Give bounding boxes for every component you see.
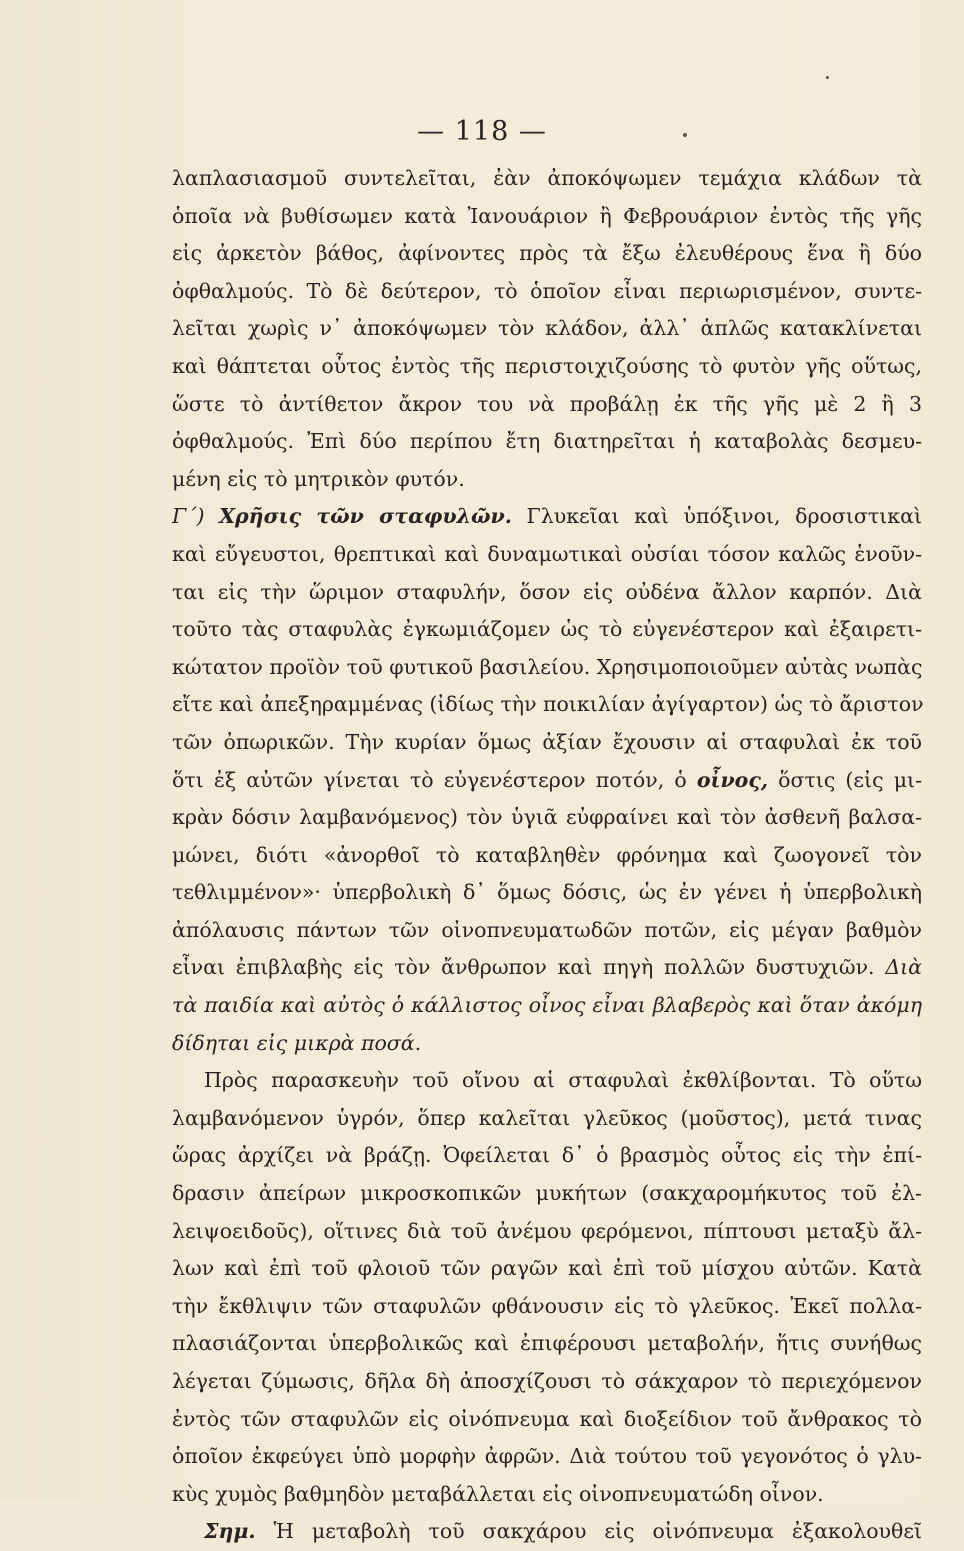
text-segment: Διὰ (885, 955, 922, 980)
text-line (172, 273, 922, 311)
text-line (172, 160, 922, 198)
text-segment: ὀφθαλμούς. Ἐπὶ δύο περίπου ἔτη διατηρεῖται ἡ καταβολὰς δεσμευ- (172, 429, 922, 454)
text-segment: μένη εἰς τὸ μητρικὸν φυτόν. (172, 466, 465, 491)
text-line (172, 1137, 922, 1175)
text-line (172, 987, 922, 1025)
text-line (172, 1100, 922, 1138)
page-number: — 118 — (417, 116, 547, 147)
text-segment: εἶναι ἐπιβλαβὴς εἰς τὸν ἄνθρωπον καὶ πηγὴ πολλῶν δυστυχιῶν. (172, 955, 886, 980)
text-line (172, 1513, 922, 1551)
text-segment: λειψοειδοῦς), οἵτινες διὰ τοῦ ἀνέμου φερόμενοι, πίπτουσι μεταξὺ ἄλ- (172, 1218, 922, 1243)
text-segment: τὴν ἔκθλιψιν τῶν σταφυλῶν φθάνουσιν εἰς τὸ γλεῦκος. Ἐκεῖ πολλα- (172, 1293, 922, 1318)
text-line (172, 235, 922, 273)
text-segment: ὁποῖα νὰ βυθίσωμεν κατὰ Ἰανουάριον ἢ Φεβρουάριον ἐντὸς τῆς γῆς (172, 203, 922, 228)
text-segment: εἰς ἀρκετὸν βάθος, ἀφίνοντες πρὸς τὰ ἔξω ἐλευθέρους ἕνα ἢ δύο (172, 241, 922, 266)
text-segment: καὶ θάπτεται οὗτος ἐντὸς τῆς περιστοιχιζούσης τὸ φυτὸν γῆς οὕτως, (172, 353, 922, 378)
text-line (172, 498, 922, 536)
text-segment: δρασιν ἀπείρων μικροσκοπικῶν μυκήτων (σακχαρομήκυτος τοῦ ἐλ- (172, 1181, 922, 1206)
text-segment: εἴτε καὶ ἀπεξηραμμένας (ἰδίως τὴν ποικιλίαν ἀγίγαρτον) ὡς τὸ ἄριστον (172, 692, 924, 717)
text-segment: ὥστε τὸ ἀντίθετον ἄκρον του νὰ προβάλῃ ἐκ τῆς γῆς μὲ 2 ἢ 3 (172, 391, 922, 416)
text-line (172, 461, 922, 499)
text-line (172, 874, 922, 912)
text-line (172, 1250, 922, 1288)
text-line (172, 686, 922, 724)
text-segment: ὁποῖον ἐκφεύγει ὑπὸ μορφὴν ἀφρῶν. Διὰ τούτου τοῦ γεγονότος ὁ γλυ- (172, 1444, 922, 1469)
text-segment: Γλυκεῖαι καὶ ὑπόξινοι, δροσιστικαὶ (511, 504, 922, 529)
text-line (172, 1438, 922, 1476)
text-segment: τῶν ὀπωρικῶν. Τὴν κυρίαν ὅμως ἀξίαν ἔχουσιν αἱ σταφυλαὶ ἐκ τοῦ (172, 729, 922, 754)
text-segment: λέγεται ζύμωσις, δῆλα δὴ ἀποσχίζουσι τὸ σάκχαρον τὸ περιεχόμενον (172, 1369, 922, 1393)
text-line (172, 423, 922, 461)
text-segment: Σημ. (204, 1519, 256, 1544)
text-segment: λων καὶ ἐπὶ τοῦ φλοιοῦ τῶν ραγῶν καὶ ἐπὶ τοῦ μίσχου αὐτῶν. Κατὰ (172, 1256, 922, 1281)
text-segment: μώνει, διότι «ἀνορθοῖ τὸ καταβληθὲν φρόνημα καὶ ζωογονεῖ τὸν (172, 842, 922, 867)
text-segment: κώτατον προϊὸν τοῦ φυτικοῦ βασιλείου. Χρησιμοποιοῦμεν αὐτὰς νωπὰς (172, 654, 923, 679)
text-segment: δίδηται εἰς μικρὰ ποσά. (172, 1030, 422, 1055)
text-line (172, 724, 922, 762)
text-line (172, 1288, 922, 1326)
body-text (172, 160, 922, 1551)
text-line (172, 762, 922, 800)
text-segment: Χρῆσις τῶν σταφυλῶν. (219, 504, 512, 529)
text-segment: Πρὸς παρασκευὴν τοῦ οἴνου αἱ σταφυλαὶ ἐκθλίβονται. Τὸ οὕτω (204, 1068, 922, 1093)
text-line (172, 949, 922, 987)
text-segment: τὰ παιδία καὶ αὐτὸς ὁ κάλλιστος οἶνος εἶναι βλαβερὸς καὶ ὅταν ἀκόμη (172, 993, 922, 1018)
text-segment: ὥρας ἀρχίζει νὰ βράζῃ. Ὀφείλεται δ᾽ ὁ βρασμὸς οὗτος εἰς τὴν ἐπί- (172, 1143, 922, 1168)
text-segment: ἐντὸς τῶν σταφυλῶν εἰς οἰνόπνευμα καὶ διοξείδιον τοῦ ἄνθρακος τὸ (172, 1406, 922, 1431)
print-speck (826, 76, 829, 79)
text-segment: κὺς χυμὸς βαθμηδὸν μεταβάλλεται εἰς οἰνοπνευματώδη οἶνον. (172, 1481, 824, 1506)
text-line (172, 1363, 922, 1401)
text-segment: λεῖται χωρὶς ν᾽ ἀποκόψωμεν τὸν κλάδον, ἀλλ᾽ ἁπλῶς κατακλίνεται (172, 316, 922, 341)
text-segment: ὅστις (εἰς μι- (767, 767, 922, 792)
text-line (172, 837, 922, 875)
text-segment: λαπλασιασμοῦ συντελεῖται, ἐὰν ἀποκόψωμεν τεμάχια κλάδων τὰ (172, 166, 922, 190)
text-segment: τοῦτο τὰς σταφυλὰς ἐγκωμιάζομεν ὡς τὸ εὐγενέστερον καὶ ἐξαιρετι- (172, 617, 922, 642)
text-segment: ἀπόλαυσις πάντων τῶν οἰνοπνευματωδῶν ποτῶν, εἰς μέγαν βαθμὸν (172, 917, 922, 942)
text-segment: τεθλιμμένον»· ὑπερβολικὴ δ᾽ ὅμως δόσις, ὡς ἐν γένει ἡ ὑπερβολικὴ (172, 880, 922, 905)
text-segment: πλασιάζονται ὑπερβολικῶς καὶ ἐπιφέρουσι μεταβολήν, ἥτις συνήθως (172, 1331, 922, 1356)
text-line (172, 1213, 922, 1251)
text-segment: ται εἰς τὴν ὥριμον σταφυλήν, ὅσον εἰς οὐδένα ἄλλον καρπόν. Διὰ (172, 579, 922, 604)
text-segment: Ἡ μεταβολὴ τοῦ σακχάρου εἰς οἰνόπνευμα ἐξακολουθεῖ (255, 1519, 922, 1544)
text-line (172, 912, 922, 950)
text-line (172, 1025, 922, 1063)
text-line (172, 198, 922, 236)
text-line (172, 574, 922, 612)
text-line (172, 386, 922, 424)
text-segment: οἶνος, (696, 767, 768, 792)
text-line (172, 536, 922, 574)
text-line (172, 348, 922, 386)
text-line (172, 310, 922, 348)
text-line (172, 1401, 922, 1439)
text-segment: λαμβανόμενον ὑγρόν, ὅπερ καλεῖται γλεῦκος (μοῦστος), μετά τινας (172, 1105, 922, 1130)
text-line (172, 1325, 922, 1363)
text-line (172, 611, 922, 649)
text-line (172, 1062, 922, 1100)
text-segment: ὅτι ἐξ αὐτῶν γίνεται τὸ εὐγενέστερον ποτόν, ὁ (172, 767, 697, 792)
text-segment: καὶ εὔγευστοι, θρεπτικαὶ καὶ δυναμωτικαὶ οὐσίαι τόσον καλῶς ἑνοῦν- (172, 541, 922, 566)
text-line (172, 649, 922, 687)
text-segment: κρὰν δόσιν λαμβανόμενος) τὸν ὑγιᾶ εὐφραίνει καὶ τὸν ἀσθενῆ βαλσα- (172, 805, 922, 830)
text-segment: Γ΄) (172, 504, 220, 529)
text-line (172, 1175, 922, 1213)
text-line (172, 1476, 922, 1514)
text-line (172, 799, 922, 837)
text-segment: ὀφθαλμούς. Τὸ δὲ δεύτερον, τὸ ὁποῖον εἶναι περιωρισμένον, συντε- (172, 278, 922, 303)
